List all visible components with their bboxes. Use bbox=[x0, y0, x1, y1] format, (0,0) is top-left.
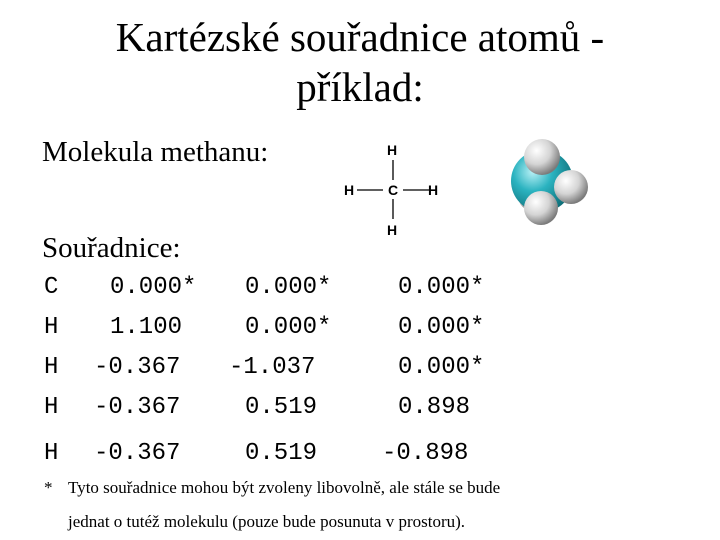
x-cell: 0.000* bbox=[110, 274, 197, 301]
y-cell: 0.000* bbox=[245, 314, 332, 341]
x-cell: -0.367 bbox=[94, 440, 181, 467]
atom-cell: H bbox=[44, 394, 59, 421]
y-cell: -1.037 bbox=[229, 354, 316, 381]
y-cell: 0.519 bbox=[245, 394, 318, 421]
atom-cell: H bbox=[44, 440, 59, 467]
formula-atom-bottom: H bbox=[387, 222, 398, 238]
z-cell: 0.000* bbox=[398, 274, 485, 301]
z-cell: -0.898 bbox=[382, 440, 469, 467]
x-cell: 1.100 bbox=[110, 314, 183, 341]
title-line-2: příklad: bbox=[296, 64, 424, 110]
title-line-1: Kartézské souřadnice atomů - bbox=[115, 14, 605, 60]
atom-cell: C bbox=[44, 274, 59, 301]
x-cell: -0.367 bbox=[94, 354, 181, 381]
formula-atom-top: H bbox=[387, 142, 398, 158]
coords-label: Souřadnice: bbox=[42, 232, 181, 264]
y-cell: 0.000* bbox=[245, 274, 332, 301]
molecule-label: Molekula methanu: bbox=[42, 136, 269, 168]
x-cell: -0.367 bbox=[94, 394, 181, 421]
footnote-marker: * bbox=[44, 478, 53, 497]
formula-atom-right: H bbox=[428, 182, 439, 198]
formula-atom-center: C bbox=[388, 182, 399, 198]
structural-formula bbox=[340, 140, 446, 240]
atom-cell: H bbox=[44, 354, 59, 381]
page-title bbox=[0, 12, 720, 112]
atom-cell: H bbox=[44, 314, 59, 341]
y-cell: 0.519 bbox=[245, 440, 318, 467]
z-cell: 0.000* bbox=[398, 314, 485, 341]
footnote-line-2: jednat o tutéž molekulu (pouze bude posunuta v prostoru). bbox=[68, 512, 466, 531]
footnote-line-1: Tyto souřadnice mohou být zvoleny libovolně, ale stále se bude bbox=[68, 478, 501, 497]
formula-atom-left: H bbox=[344, 182, 355, 198]
methane-model-icon bbox=[495, 134, 595, 226]
z-cell: 0.898 bbox=[398, 394, 471, 421]
z-cell: 0.000* bbox=[398, 354, 485, 381]
